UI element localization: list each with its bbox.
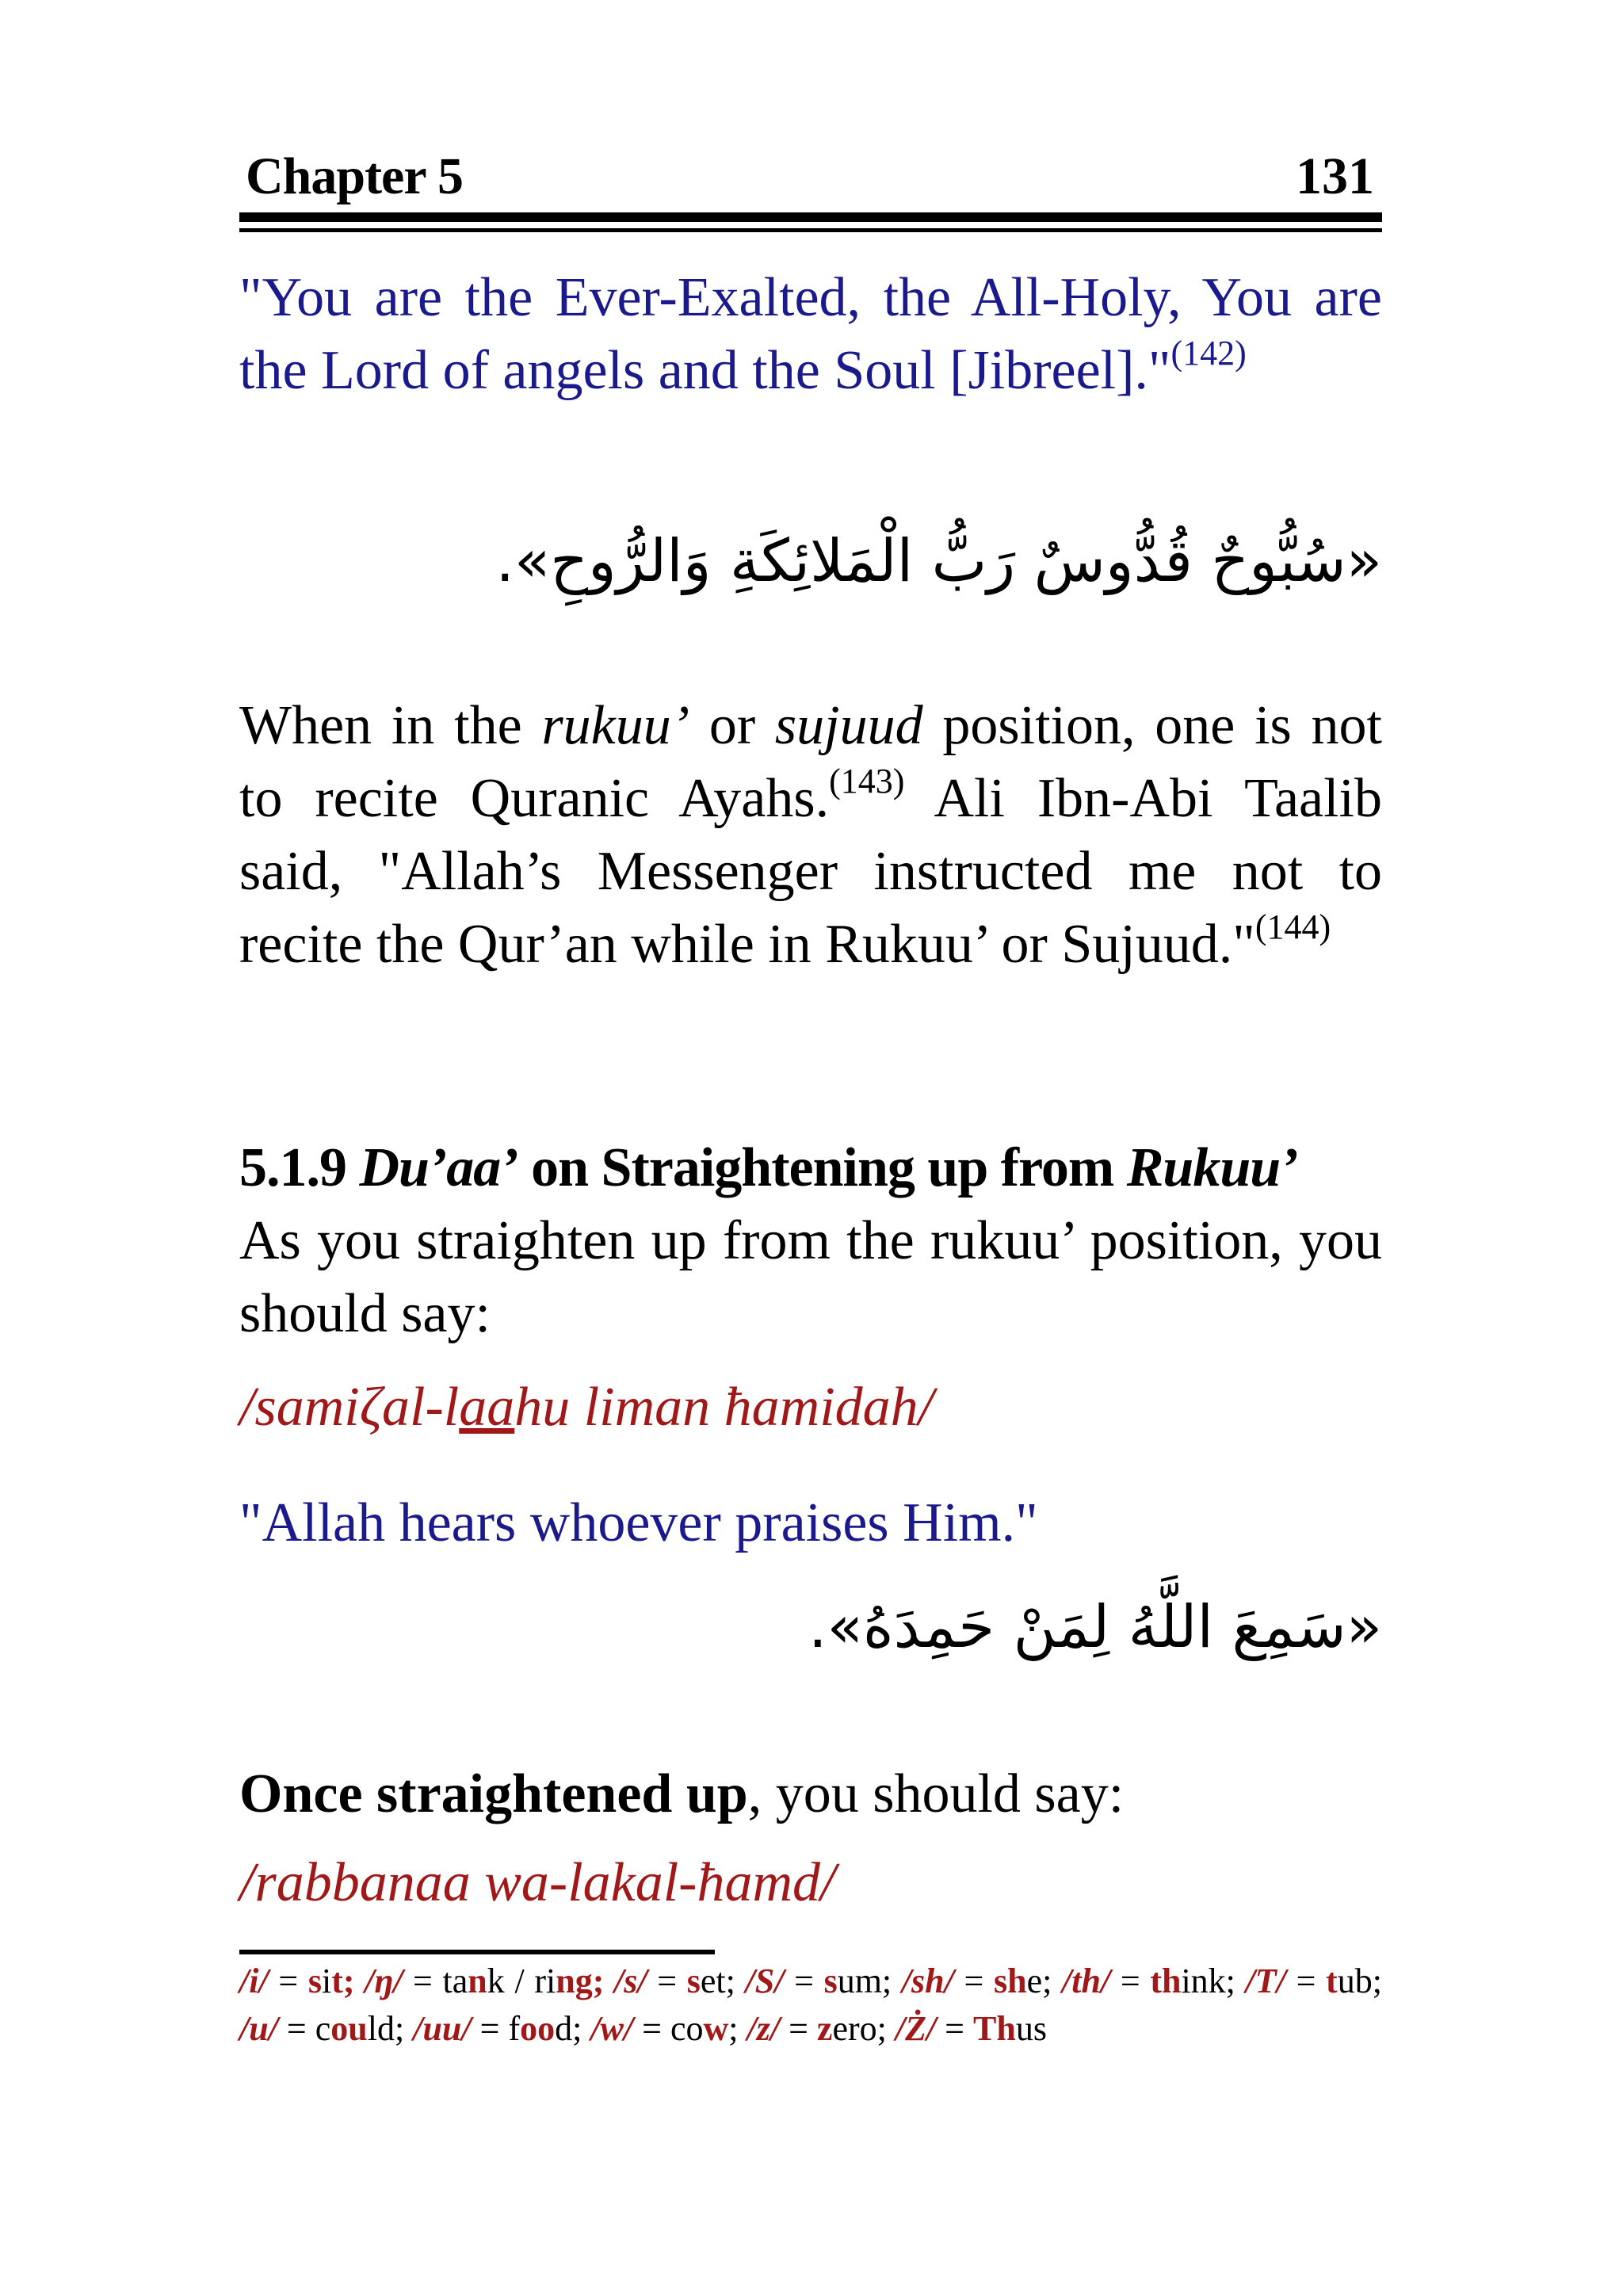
footnote-symbol: /Ż/ [895, 2009, 937, 2048]
footnote-ref-143: (143) [829, 761, 905, 800]
footnote-symbol: /th/ [1062, 1962, 1111, 2000]
footnote-entry [590, 2009, 747, 2048]
section-number: 5.1.9 [239, 1137, 360, 1198]
footnote-equals: = [403, 1962, 443, 2000]
footnote-example: k / ri [487, 1962, 556, 2000]
footnote-example-highlight: ou [330, 2009, 368, 2048]
arabic-text-2: «سَمِعَ اللَّهُ لِمَنْ حَمِدَهُ». [808, 1593, 1382, 1661]
footnote-equals: = [633, 2009, 670, 2048]
footnote-symbol: /i/ [239, 1962, 269, 2000]
footnote-entry [239, 2009, 413, 2048]
footnote-example: e; [1026, 1962, 1063, 2000]
footnote-example: ub; [1337, 1962, 1382, 2000]
footnote-entry [747, 2009, 896, 2048]
footnote-example: c [315, 2009, 331, 2048]
footnote-example-highlight: s [307, 1962, 322, 2000]
footnote-equals: = [647, 1962, 687, 2000]
footnote-example: ld; [367, 2009, 414, 2048]
footnote-equals: = [277, 2009, 315, 2048]
footnote-example-highlight: z [816, 2009, 833, 2048]
footnote-entry [365, 1962, 614, 2000]
paragraph-once-straightened [239, 1758, 1382, 1831]
footnote-ref-144: (144) [1254, 907, 1331, 946]
chapter-title: Chapter 5 [246, 147, 463, 205]
footnote-symbol: /uu/ [413, 2009, 472, 2048]
translit-part: /samiζal-l [239, 1377, 460, 1438]
footnote-example: et; [700, 1962, 746, 2000]
footnote-example-highlight: s [686, 1962, 701, 2000]
footnote-example: ta [442, 1962, 468, 2000]
para-text: or [689, 695, 775, 756]
footnote-entry [896, 2009, 1047, 2048]
quote-text: "You are the Ever-Exalted, the All-Holy, You are the Lord of angels and the Soul [Jibreel]." [239, 267, 1382, 401]
footnote-example-highlight: ng; [556, 1962, 615, 2000]
term-sujuud: sujuud [774, 695, 923, 756]
footnote-rule [239, 1950, 715, 1954]
footnote-example-highlight: t; [331, 1962, 365, 2000]
footnote-entry [902, 1962, 1062, 2000]
term-rukuu: rukuu’ [541, 695, 690, 756]
footnote-example-highlight: oo [520, 2009, 556, 2048]
header-rule-thin [239, 228, 1382, 232]
footnote-entry [1246, 1962, 1382, 2000]
footnote-symbol: /sh/ [901, 1962, 954, 2000]
transliteration-2: /rabbanaa wa-lakal-ħamd/ [239, 1852, 836, 1913]
footnote-equals: = [953, 1962, 995, 2000]
footnote-key [239, 1958, 1382, 2053]
footnote-example: ; [728, 2009, 747, 2048]
footnote-symbol: /S/ [745, 1962, 785, 2000]
footnote-entry [746, 1962, 902, 2000]
footnote-example-highlight: Th [973, 2009, 1016, 2048]
footnote-symbol: /z/ [747, 2009, 781, 2048]
paragraph-straighten: As you straighten up from the rukuu’ position, you should say: [239, 1210, 1382, 1344]
footnote-symbol: /w/ [590, 2009, 634, 2048]
paragraph-rukuu-rule [239, 690, 1382, 981]
footnote-entry [1062, 1962, 1246, 2000]
footnote-equals: = [784, 1962, 824, 2000]
bold-phrase: Once straightened up [239, 1763, 748, 1824]
footnote-symbol: /u/ [239, 2009, 278, 2048]
section-term-dua: Du’aa’ [359, 1137, 518, 1198]
footnote-example: us [1015, 2009, 1047, 2048]
footnote-equals: = [780, 2009, 817, 2048]
footnote-example: i [321, 1962, 332, 2000]
translation-quote-2: "Allah hears whoever praises Him." [239, 1492, 1038, 1553]
footnote-example: f [508, 2009, 521, 2048]
arabic-text-1: «سُبُّوحٌ قُدُّوسٌ رَبُّ الْمَلائِكَةِ وَالرُّوحِ». [495, 527, 1382, 595]
footnote-ref-142: (142) [1170, 333, 1247, 372]
translit-part: hu liman ħamidah/ [514, 1377, 934, 1438]
footnote-example: co [670, 2009, 704, 2048]
transliteration-1 [239, 1371, 1382, 1444]
footnote-entry [239, 1962, 365, 2000]
footnote-equals: = [936, 2009, 973, 2048]
footnote-example: ink; [1181, 1962, 1246, 2000]
footnote-equals: = [471, 2009, 509, 2048]
para-text: position, one is not to recite Quranic Ayahs. [239, 695, 1383, 829]
footnote-example: d; [555, 2009, 591, 2048]
footnote-example-highlight: w [703, 2009, 729, 2048]
translation-quote-1 [239, 262, 1382, 407]
header-rule-thick [239, 212, 1382, 222]
footnote-example-highlight: s [823, 1962, 838, 2000]
section-term-rukuu: Rukuu’ [1126, 1137, 1298, 1198]
section-heading [239, 1132, 1382, 1205]
para-text: , you should say: [747, 1763, 1125, 1824]
footnote-example-highlight: sh [994, 1962, 1027, 2000]
page-number: 131 [1296, 147, 1374, 205]
footnote-entry [413, 2009, 590, 2048]
footnote-symbol: /T/ [1245, 1962, 1286, 2000]
footnote-example: um; [837, 1962, 902, 2000]
footnote-symbol: /s/ [614, 1962, 647, 2000]
footnote-example-highlight: th [1150, 1962, 1182, 2000]
footnote-equals: = [1285, 1962, 1327, 2000]
footnote-symbol: /ŋ/ [365, 1962, 403, 2000]
footnote-entry [614, 1962, 746, 2000]
para-text: Ali Ibn-Abi Taalib said, "Allah’s Messenger instructed me not to recite the Qur’an while in Rukuu’ or Sujuud." [239, 768, 1382, 975]
footnote-example-highlight: t [1326, 1962, 1338, 2000]
footnote-equals: = [1110, 1962, 1151, 2000]
footnote-equals: = [268, 1962, 308, 2000]
translit-underlined: aa [459, 1377, 515, 1438]
page-header [239, 147, 1382, 205]
section-heading-text: on Straightening up from [517, 1137, 1127, 1198]
para-text: When in the [239, 695, 542, 756]
footnote-example: ero; [832, 2009, 896, 2048]
footnote-example-highlight: n [468, 1962, 487, 2000]
